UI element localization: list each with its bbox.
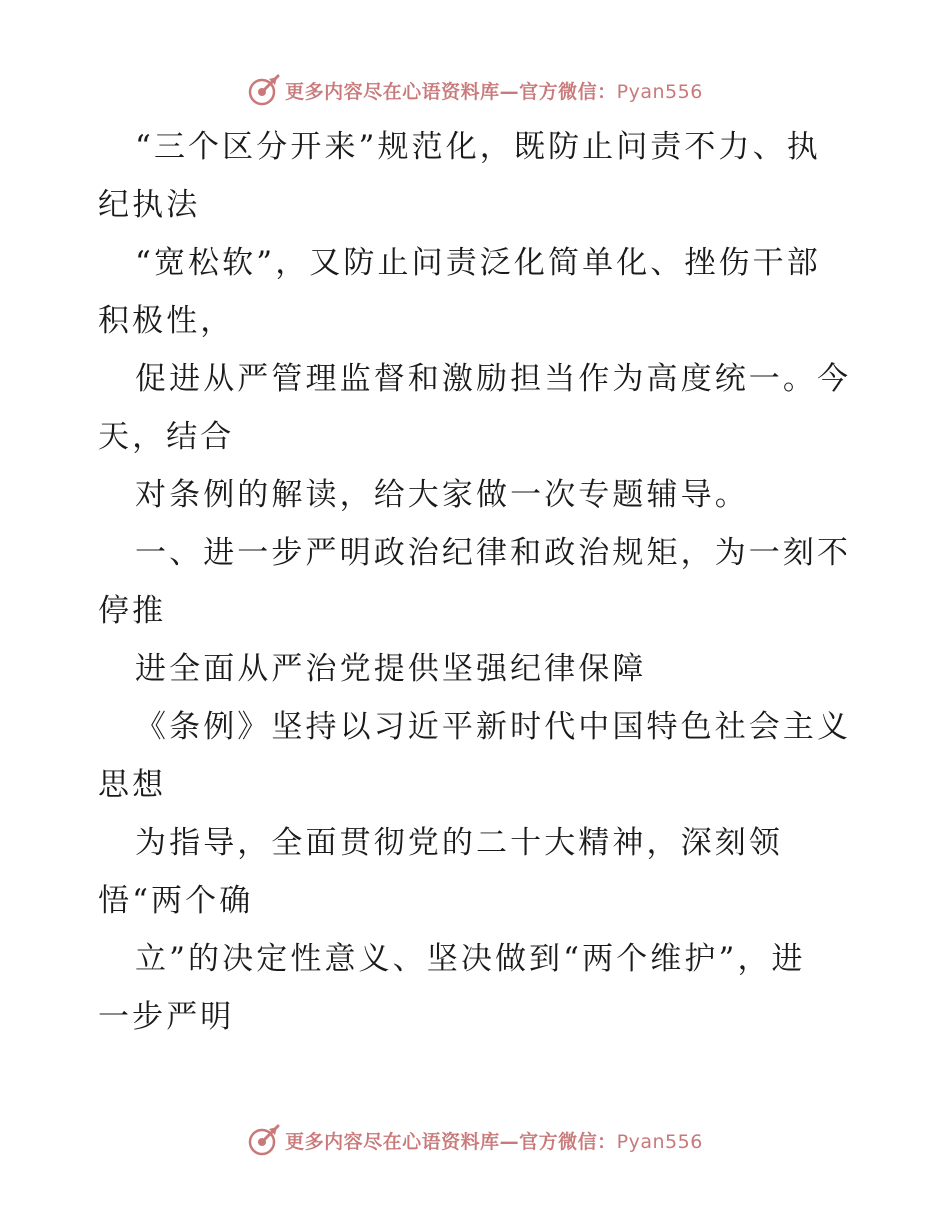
text-line: 进全面从严治党提供坚强纪律保障	[135, 651, 647, 687]
text-line: “宽松软”，又防止问责泛化简单化、挫伤干部	[135, 245, 821, 281]
text-line: 积极性，	[98, 303, 235, 339]
text-line: 天，结合	[98, 419, 235, 455]
watermark-wechat: Pyan556	[616, 80, 703, 103]
text-line: 一、进一步严明政治纪律和政治规矩，为一刻不	[135, 535, 852, 571]
footer-watermark	[0, 1120, 950, 1160]
text-line: 促进从严管理监督和激励担当作为高度统一。今	[135, 361, 852, 397]
text-line: 一步严明	[98, 999, 235, 1035]
header-watermark	[0, 70, 950, 110]
watermark-label: 更多内容尽在心语资料库—官方微信：	[285, 80, 617, 103]
quill-logo-icon	[247, 1123, 281, 1157]
text-line: 《条例》坚持以习近平新时代中国特色社会主义	[135, 709, 852, 745]
text-line: 为指导，全面贯彻党的二十大精神，深刻领	[135, 825, 783, 861]
quill-logo-icon	[247, 73, 281, 107]
watermark-text	[285, 77, 703, 104]
text-line: “三个区分开来”规范化，既防止问责不力、执	[135, 129, 821, 165]
text-line: 思想	[98, 767, 167, 803]
text-line: 纪执法	[98, 187, 201, 223]
watermark-text	[285, 1127, 703, 1154]
document-body	[98, 118, 858, 1046]
watermark-wechat: Pyan556	[616, 1130, 703, 1153]
text-line: 立”的决定性意义、坚决做到“两个维护”，进	[135, 941, 806, 977]
text-line: 对条例的解读，给大家做一次专题辅导。	[135, 477, 749, 513]
text-line: 停推	[98, 593, 167, 629]
text-line: 悟“两个确	[98, 883, 254, 919]
watermark-label: 更多内容尽在心语资料库—官方微信：	[285, 1130, 617, 1153]
